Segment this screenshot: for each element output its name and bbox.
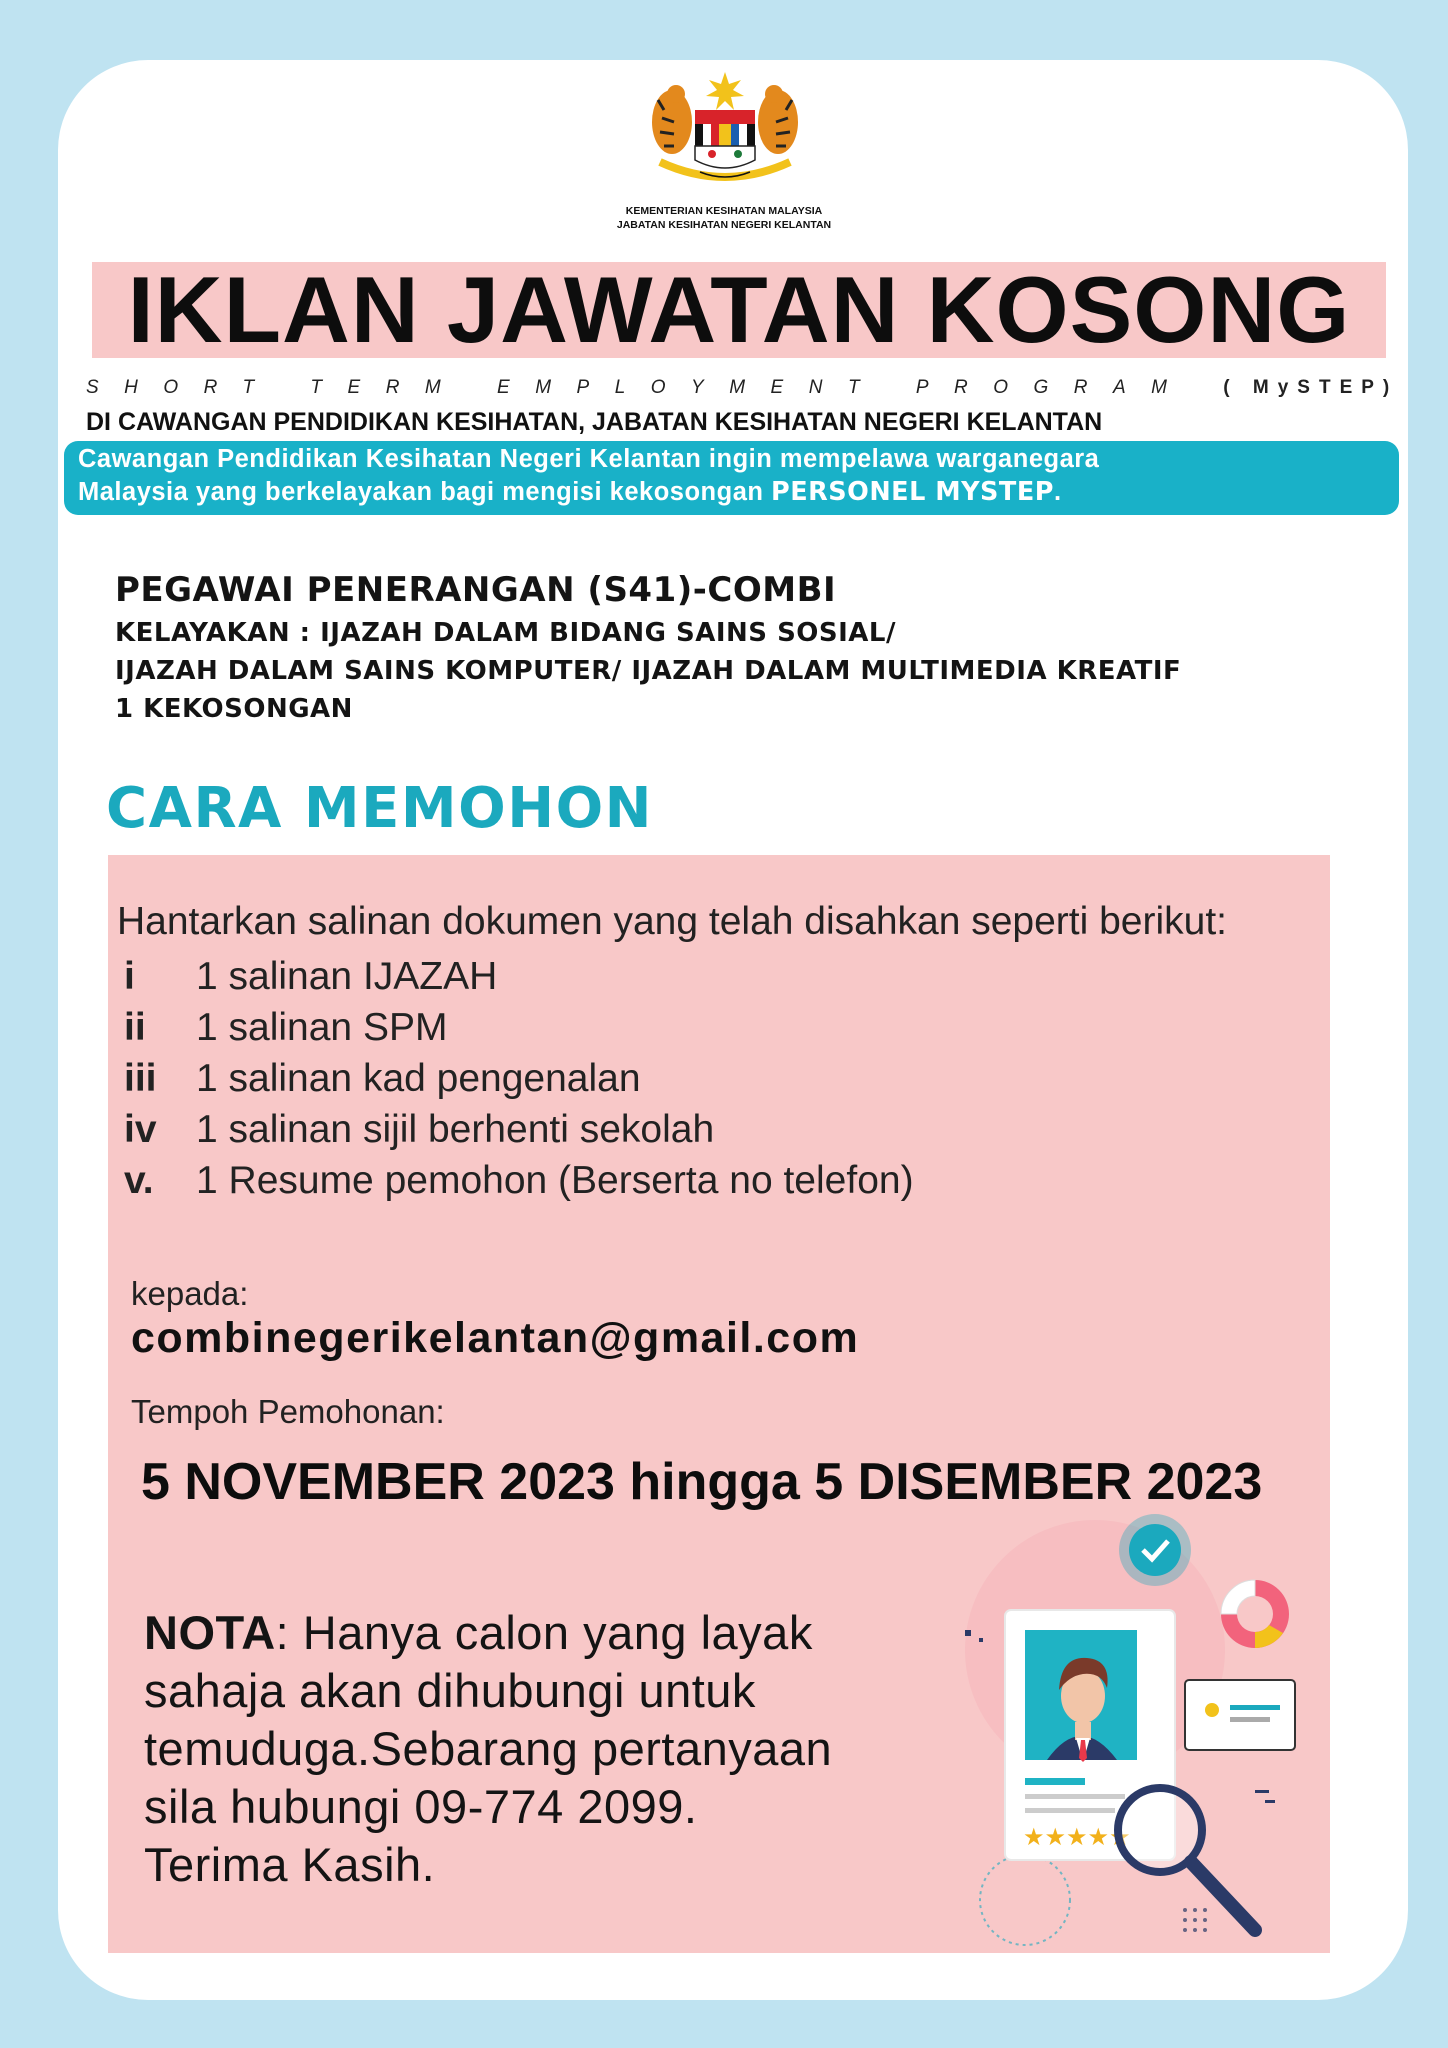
note-text: NOTA: Hanya calon yang layak sahaja akan dihubungi untuk temuduga.Sebarang pertanyaan sila hubungi 09-774 2099. Terima Kasih. — [144, 1604, 944, 1894]
list-item: i 1 salinan IJAZAH — [124, 955, 498, 998]
crest-star-icon — [706, 72, 744, 113]
tiger-left-icon — [652, 85, 692, 154]
application-period: 5 NOVEMBER 2023 hingga 5 DISEMBER 2023 — [141, 1453, 1263, 1511]
job-qualification-1: KELAYAKAN : IJAZAH DALAM BIDANG SAINS SOSIAL/ — [115, 618, 896, 648]
invitation-line-2: Malaysia yang berkelayakan bagi mengisi kekosongan PERSONEL MYSTEP. — [78, 477, 1062, 507]
department-name: JABATAN KESIHATAN NEGERI KELANTAN — [616, 219, 832, 231]
program-location: DI CAWANGAN PENDIDIKAN KESIHATAN, JABATAN KESIHATAN NEGERI KELANTAN — [86, 408, 1103, 436]
list-item: iv 1 salinan sijil berhenti sekolah — [124, 1108, 715, 1151]
invitation-text — [78, 443, 1398, 509]
malaysia-coat-of-arms-icon — [640, 70, 810, 190]
email-address[interactable]: combinegerikelantan@gmail.com — [131, 1314, 860, 1362]
program-acronym: ( MySTEP) — [1223, 377, 1399, 398]
apply-intro: Hantarkan salinan dokumen yang telah disahkan seperti berikut: — [117, 900, 1228, 943]
candidate-profile-illustration — [955, 1500, 1315, 1960]
job-title: PEGAWAI PENERANGAN (S41)-COMBI — [115, 570, 837, 610]
note-label: NOTA — [144, 1606, 276, 1659]
program-line — [86, 377, 1399, 399]
svg-text:★★★★★: ★★★★★ — [1023, 1823, 1131, 1851]
apply-heading: CARA MEMOHON — [106, 776, 654, 841]
crest-shield-icon — [695, 110, 755, 168]
to-label: kepada: — [131, 1275, 249, 1312]
donut-chart-icon — [1221, 1580, 1289, 1648]
tiger-right-icon — [758, 85, 798, 154]
headline: IKLAN JAWATAN KOSONG — [127, 257, 1351, 362]
job-vacancies: 1 KEKOSONGAN — [115, 694, 353, 724]
program-spaced: SHORT TERM EMPLOYMENT PROGRAM — [86, 377, 1193, 398]
list-item: iii 1 salinan kad pengenalan — [124, 1057, 641, 1100]
list-item: ii 1 salinan SPM — [124, 1006, 448, 1049]
invitation-line-1: Cawangan Pendidikan Kesihatan Negeri Kelantan ingin mempelawa warganegara — [78, 445, 1100, 473]
checkmark-badge-icon — [1119, 1514, 1191, 1586]
personel-mystep: PERSONEL MYSTEP — [771, 477, 1054, 507]
contact-phone: sila hubungi 09-774 2099. — [144, 1780, 698, 1833]
job-qualification-2: IJAZAH DALAM SAINS KOMPUTER/ IJAZAH DALAM MULTIMEDIA KREATIF — [115, 656, 1182, 686]
period-label: Tempoh Pemohonan: — [131, 1393, 445, 1430]
list-item: v. 1 Resume pemohon (Berserta no telefon) — [124, 1159, 914, 1202]
ministry-name: KEMENTERIAN KESIHATAN MALAYSIA — [625, 205, 823, 217]
